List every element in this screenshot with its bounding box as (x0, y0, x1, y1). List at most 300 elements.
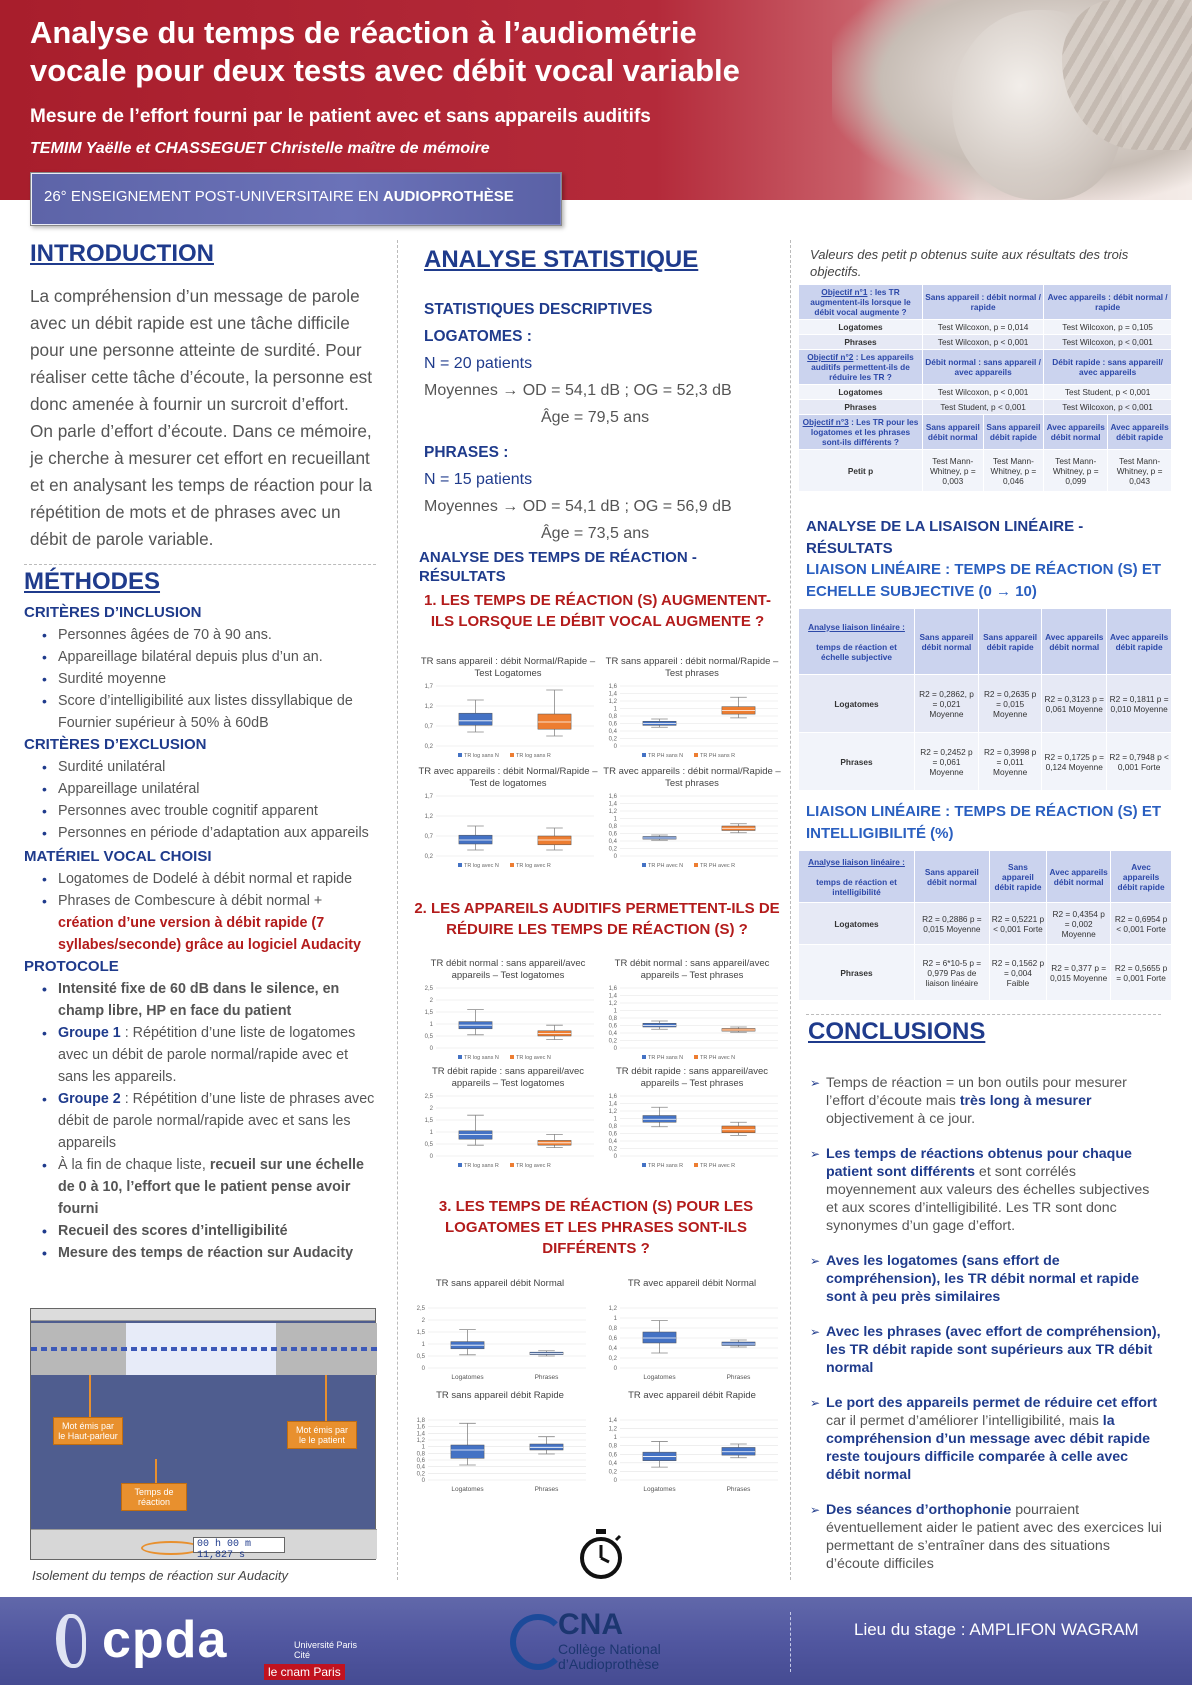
chart-title: TR avec appareil débit Rapide (628, 1390, 756, 1401)
table-cell: Sans appareil débit normal (923, 415, 984, 450)
conclusions-list (810, 1074, 1165, 1590)
x-tick-label: Logatomes (643, 1374, 676, 1381)
cna-logo (510, 1608, 690, 1678)
groupe1-text: : Répétition d’une liste de logatomes avec un débit de parole normal/rapide avec et sans les appareils. (58, 1025, 356, 1085)
ph-n: N = 15 patients (424, 471, 533, 488)
box (459, 1131, 492, 1139)
chart-plot (600, 1416, 784, 1496)
y-tick-label: 1,2 (608, 809, 617, 815)
list-item: • Personnes avec trouble cognitif apparent (24, 800, 379, 822)
table-row (799, 903, 1172, 945)
y-tick-label: 0,6 (416, 1458, 425, 1464)
y-tick-label: 0,5 (424, 1034, 433, 1040)
chart-title: TR sans appareil débit Normal (435, 1278, 565, 1289)
legend-swatch (694, 863, 698, 867)
p-values-caption: Valeurs des petit p obtenus suite aux résultats des trois objectifs. (810, 247, 1129, 279)
table-cell: Test Mann-Whitney, p = 0,046 (983, 450, 1044, 492)
table-cell: R2 = 0,2862, p = 0,021 Moyenne (915, 675, 979, 733)
list-item (810, 1252, 1165, 1306)
y-tick-label: 0,2 (608, 1146, 617, 1153)
y-tick-label: 1,2 (608, 1426, 617, 1433)
legend-label: TR log sans N (464, 753, 499, 759)
y-tick-label: 0,4 (608, 729, 617, 735)
y-tick-label: 1 (613, 1116, 617, 1123)
y-tick-label: 1,2 (608, 1306, 617, 1312)
chart-title: TR débit rapide : sans appareil/avec appareils – Test logatomes (431, 1066, 585, 1089)
table-cell: Débit normal : sans appareil / avec appareils (923, 350, 1044, 385)
box-chart (600, 1390, 784, 1496)
y-tick-label: 0,2 (608, 1356, 617, 1362)
table-cell: Logatomes (799, 903, 915, 945)
y-tick-label: 0,6 (608, 721, 617, 728)
methodes-content (24, 602, 379, 1264)
box-chart (600, 958, 784, 1064)
table-cell: Test Wilcoxon, p < 0,001 (1044, 335, 1172, 350)
legend-swatch (642, 863, 646, 867)
y-tick-label: 1,4 (608, 1101, 617, 1108)
y-tick-label: 0,4 (608, 1139, 617, 1145)
x-tick-label: Logatomes (451, 1486, 484, 1493)
ear-icon (56, 1614, 86, 1668)
ph-age: Âge = 73,5 ans (541, 525, 650, 542)
table-cell: Phrases (799, 945, 915, 1001)
x-tick-label: Phrases (726, 1374, 751, 1381)
banner-prefix: 26° ENSEIGNEMENT POST-UNIVERSITAIRE EN (44, 188, 383, 205)
table-row (799, 385, 1172, 400)
y-tick-label: 2,5 (424, 1094, 433, 1100)
table-cell: Avec appareils débit normal (1047, 851, 1111, 903)
divider-conclusions (806, 1014, 1161, 1015)
chart-title: TR sans appareil : débit normal/Rapide – Test phrases (605, 656, 779, 679)
list-item: • Surdité unilatéral (24, 756, 379, 778)
table-cell: Logatomes (799, 385, 923, 400)
t2-head-a: Analyse liaison linéaire : (808, 621, 905, 632)
y-tick-label: 0 (613, 1154, 617, 1160)
table-cell: Test Wilcoxon, p = 0,014 (923, 320, 1044, 335)
box-chart (600, 656, 784, 762)
y-tick-label: 0,8 (608, 714, 617, 720)
list-item: • Appareillage bilatéral depuis plus d’un an. (24, 646, 379, 668)
y-tick-label: 1,2 (416, 1438, 425, 1444)
arrow-patient (325, 1375, 327, 1421)
y-tick-label: 1 (613, 1008, 617, 1015)
y-tick-label: 0,4 (608, 839, 617, 845)
y-tick-label: 0,8 (608, 1326, 617, 1332)
chart-plot (416, 984, 600, 1064)
y-tick-label: 0,6 (608, 1023, 617, 1030)
box (538, 714, 571, 729)
box (643, 1332, 676, 1343)
statue-image (832, 0, 1192, 200)
table-cell: R2 = 0,5655 p = 0,001 Forte (1111, 945, 1172, 1001)
legend-label: TR log sans N (464, 1055, 499, 1061)
event-banner-inner (32, 174, 560, 224)
audacity-waveform (31, 1347, 377, 1351)
statistiques-descriptives (424, 296, 794, 547)
y-tick-label: 0 (613, 1478, 617, 1484)
liaison-heading: ANALYSE DE LA LISAISON LINÉAIRE - RÉSULTATS (806, 518, 1084, 557)
table-row (799, 945, 1172, 1001)
y-tick-label: 0 (613, 1366, 617, 1372)
table-cell: Sans appareil : débit normal / rapide (923, 285, 1044, 320)
y-tick-label: 1,7 (424, 684, 433, 690)
legend-swatch (458, 1163, 462, 1167)
y-tick-label: 0,8 (608, 1443, 617, 1450)
poster-title (30, 14, 830, 90)
box-chart (416, 958, 600, 1064)
y-tick-label: 0,6 (608, 1131, 617, 1138)
materiel-title: MATÉRIEL VOCAL CHOISI (24, 848, 212, 865)
legend-label: TR PH avec R (700, 1163, 736, 1169)
methodes-heading: MÉTHODES (24, 568, 161, 595)
table-cell: R2 = 0,2452 p = 0,061 Moyenne (915, 733, 979, 791)
label-hp: Mot émis par le Haut-parleur (53, 1417, 123, 1445)
table-cell: R2 = 6*10-5 p = 0,979 Pas de liaison linéaire (915, 945, 990, 1001)
audacity-time: 00 h 00 m 11,827 s (193, 1537, 285, 1553)
y-tick-label: 1,2 (424, 704, 433, 710)
box (538, 836, 571, 845)
list-item: • Mesure des temps de réaction sur Audacity (24, 1242, 379, 1264)
y-tick-label: 1,4 (608, 801, 617, 808)
table-cell: Test Mann-Whitney, p = 0,099 (1044, 450, 1108, 492)
poster-header (0, 0, 1192, 200)
conc-text: objectivement à ce jour. (826, 1111, 976, 1127)
y-tick-label: 1,2 (608, 1001, 617, 1007)
table-cell: Sans appareil débit rapide (978, 609, 1041, 675)
table-cell: Test Mann-Whitney, p = 0,003 (923, 450, 984, 492)
box-chart (600, 766, 784, 872)
y-tick-label: 1 (613, 816, 617, 823)
y-tick-label: 1 (613, 1435, 617, 1442)
table-cell: Débit rapide : sans appareil/ avec appareils (1044, 350, 1172, 385)
y-tick-label: 1,6 (608, 684, 617, 690)
table-cell: R2 = 0,1725 p = 0,124 Moyenne (1042, 733, 1107, 791)
box (722, 1447, 755, 1455)
conc-text: pourraient éventuellement aider le patient avec des exercices lui permettant de s’entraîner dans des situations d’écoute difficiles (826, 1502, 1162, 1572)
y-tick-label: 0,7 (424, 724, 433, 730)
y-tick-label: 1,5 (416, 1330, 425, 1336)
label-patient: Mot émis par le le patient (287, 1421, 357, 1449)
log-moyennes: Moyennes → OD = 54,1 dB ; OG = 52,3 dB (424, 382, 732, 399)
legend-swatch (642, 753, 646, 757)
legend-swatch (642, 1163, 646, 1167)
universite-logo (264, 1640, 374, 1680)
legend-swatch (510, 753, 514, 757)
lieu-stage: Lieu du stage : AMPLIFON WAGRAM (854, 1620, 1139, 1639)
conc-bold: Aves les logatomes (sans effort de compréhension), les TR débit normal et rapide sont à peu près similaires (826, 1253, 1139, 1305)
title-line-1: Analyse du temps de réaction à l’audiométrie (30, 15, 697, 50)
legend-swatch (510, 1055, 514, 1059)
y-tick-label: 1,4 (608, 993, 617, 1000)
y-tick-label: 0,2 (608, 846, 617, 853)
chart-plot (408, 1416, 592, 1496)
legend-label: TR PH avec N (700, 1055, 736, 1061)
question-2: 2. LES APPAREILS AUDITIFS PERMETTENT-ILS DE RÉDUIRE LES TEMPS DE RÉACTION (S) ? (414, 900, 780, 938)
list-item: • Recueil des scores d’intelligibilité (24, 1220, 379, 1242)
y-tick-label: 2 (421, 1318, 425, 1324)
y-tick-label: 1 (613, 1316, 617, 1322)
chart-plot (416, 792, 600, 872)
table-cell: Avec appareils débit rapide (1108, 415, 1172, 450)
selection-oval (141, 1541, 201, 1555)
chart-title: TR débit rapide : sans appareil/avec appareils – Test phrases (615, 1066, 769, 1089)
y-tick-label: 0,2 (608, 736, 617, 743)
box (459, 835, 492, 844)
legend-label: TR log sans R (516, 753, 551, 759)
materiel-list (24, 868, 379, 956)
y-tick-label: 0,5 (416, 1354, 425, 1360)
table-cell: Phrases (799, 733, 915, 791)
chart-plot (600, 1092, 784, 1172)
y-tick-label: 1,4 (608, 1418, 617, 1424)
cna-subtitle (558, 1642, 661, 1672)
y-tick-label: 0,4 (416, 1464, 425, 1471)
table-cell: R2 = 0,377 p = 0,015 Moyenne (1047, 945, 1111, 1001)
table-cell: Test Mann-Whitney, p = 0,043 (1108, 450, 1172, 492)
legend-label: TR log sans R (464, 1163, 499, 1169)
list-item (810, 1501, 1165, 1573)
event-banner (30, 172, 562, 226)
box-chart (416, 656, 600, 762)
list-item (810, 1323, 1165, 1377)
stopwatch-icon (578, 1528, 624, 1580)
audacity-caption: Isolement du temps de réaction sur Audacity (32, 1568, 289, 1583)
chart-title: TR avec appareil débit Normal (627, 1278, 757, 1289)
table-row (799, 450, 1172, 492)
y-tick-label: 0 (613, 1046, 617, 1052)
y-tick-label: 1 (613, 706, 617, 713)
table-cell: R2 = 0,1811 p = 0,010 Moyenne (1107, 675, 1172, 733)
ph-title: PHRASES : (424, 444, 509, 461)
box-chart (416, 1066, 600, 1172)
list-item (810, 1394, 1165, 1484)
chart-plot (416, 682, 600, 762)
y-tick-label: 0 (613, 854, 617, 860)
table-cell: Sans appareil débit rapide (983, 415, 1044, 450)
legend-label: TR PH sans N (648, 753, 684, 759)
legend-swatch (510, 1163, 514, 1167)
y-tick-label: 0,4 (608, 1031, 617, 1037)
legend-label: TR log avec N (464, 863, 499, 869)
table-cell: R2 = 0,5221 p < 0,001 Forte (989, 903, 1046, 945)
objective-1-label: Objectif n°1 (821, 287, 868, 297)
table-row (799, 400, 1172, 415)
y-tick-label: 2 (429, 1106, 433, 1112)
table-cell: Petit p (799, 450, 923, 492)
table-cell: R2 = 0,4354 p = 0,002 Moyenne (1047, 903, 1111, 945)
table-cell: R2 = 0,7948 p < 0,001 Forte (1107, 733, 1172, 791)
x-tick-label: Logatomes (451, 1374, 484, 1381)
universite-label: Université Paris Cité (294, 1640, 358, 1660)
legend-swatch (458, 863, 462, 867)
t3-head-b: temps de réaction et intelligibilité (816, 876, 897, 897)
chart-plot (408, 1304, 592, 1384)
liaison-subjective-table (798, 608, 1172, 791)
objective-3-text: : Les TR pour les logatomes et les phrases sont-ils différents ? (810, 417, 919, 447)
y-tick-label: 0,2 (608, 1469, 617, 1476)
list-item (810, 1145, 1165, 1235)
inclusion-list (24, 624, 379, 734)
t2-head-b: temps de réaction et échelle subjective (816, 641, 897, 662)
groupe2-text: : Répétition d’une liste de phrases avec débit de parole normal/rapide avec et sans les appareils (58, 1091, 375, 1151)
objective-2-text: : Les appareils auditifs permettent-ils de réduire les TR ? (811, 352, 914, 382)
table-cell: Phrases (799, 400, 923, 415)
lecnam-label: le cnam Paris (264, 1664, 345, 1680)
table-cell: Test Student, p < 0,001 (1044, 385, 1172, 400)
y-tick-label: 1 (429, 1022, 433, 1028)
exclusion-list (24, 756, 379, 844)
table-cell: R2 = 0,1562 p = 0,004 Faible (989, 945, 1046, 1001)
table-cell (799, 285, 923, 320)
legend-label: TR PH sans R (648, 1163, 684, 1169)
objective-3-label: Objectif n°3 (802, 417, 849, 427)
list-item: • Intensité fixe de 60 dB dans le silence, en champ libre, HP en face du patient (24, 978, 379, 1022)
table-cell: Phrases (799, 335, 923, 350)
y-tick-label: 0,5 (424, 1142, 433, 1148)
question-1: 1. LES TEMPS DE RÉACTION (S) AUGMENTENT-ILS LORSQUE LE DÉBIT VOCAL AUGMENTE ? (424, 592, 771, 630)
y-tick-label: 1 (421, 1342, 425, 1348)
chart-title: TR avec appareils : débit normal/Rapide – Test phrases (603, 766, 781, 789)
legend-swatch (642, 1055, 646, 1059)
chart-plot (600, 1304, 784, 1384)
conc-bold: Les temps de réactions obtenus pour chaque patient sont différents (826, 1146, 1132, 1180)
y-tick-label: 0,2 (424, 744, 433, 750)
protocole-4-text: À la fin de chaque liste, (58, 1157, 210, 1173)
table-cell: Test Wilcoxon, p = 0,105 (1044, 320, 1172, 335)
table-row (799, 320, 1172, 335)
legend-swatch (510, 863, 514, 867)
table-cell: Avec appareils débit rapide (1111, 851, 1172, 903)
x-tick-label: Phrases (726, 1486, 751, 1493)
box-chart (600, 1278, 784, 1384)
desc-title: STATISTIQUES DESCRIPTIVES (424, 301, 653, 318)
x-tick-label: Phrases (534, 1486, 559, 1493)
list-item: • Score d’intelligibilité aux listes dissyllabique de Fournier supérieur à 50% à 60dB (24, 690, 379, 734)
conc-text: Temps de réaction = un bon outils pour mesurer l’effort d’écoute mais (826, 1075, 1127, 1109)
legend-label: TR log avec R (516, 1163, 551, 1169)
table-cell (799, 350, 923, 385)
chart-title: TR débit normal : sans appareil/avec appareils – Test logatomes (430, 958, 586, 981)
conc-bold: Avec les phrases (avec effort de compréhension), les TR débit rapide sont supérieurs aux TR débit normal (826, 1324, 1161, 1376)
chart-title: TR avec appareils : débit Normal/Rapide – Test de logatomes (418, 766, 598, 789)
table-cell: Avec appareils débit normal (1042, 609, 1107, 675)
box-chart (416, 766, 600, 872)
box (459, 713, 492, 725)
list-item: • Personnes en période d’adaptation aux appareils (24, 822, 379, 844)
ph-moyennes: Moyennes → OD = 54,1 dB ; OG = 56,9 dB (424, 498, 732, 515)
legend-label: TR PH avec N (648, 863, 684, 869)
y-tick-label: 1,6 (608, 794, 617, 800)
legend-label: TR PH sans R (700, 753, 736, 759)
y-tick-label: 0,2 (608, 1038, 617, 1045)
list-item (24, 1022, 379, 1088)
table-row (799, 675, 1172, 733)
y-tick-label: 1,6 (608, 986, 617, 992)
y-tick-label: 1,2 (608, 1109, 617, 1115)
table-row (799, 733, 1172, 791)
y-tick-label: 0,8 (416, 1451, 425, 1458)
list-item: • Logatomes de Dodelé à débit normal et rapide (24, 868, 379, 890)
conc-bold: très long à mesurer (959, 1093, 1092, 1109)
conc-bold: la compréhension d’un message avec débit rapide reste toujours difficile comparée à celle avec débit normal (826, 1413, 1151, 1483)
box-chart (408, 1390, 592, 1496)
box (451, 1445, 484, 1458)
conclusions-heading: CONCLUSIONS (808, 1018, 986, 1045)
y-tick-label: 1,8 (416, 1418, 425, 1424)
y-tick-label: 0,4 (608, 1346, 617, 1352)
question-3: 3. LES TEMPS DE RÉACTION (S) POUR LES LOGATOMES ET LES PHRASES SONT-ILS DIFFÉRENTS ? (438, 1198, 754, 1257)
table-cell: R2 = 0,2635 p = 0,015 Moyenne (978, 675, 1041, 733)
y-tick-label: 0,8 (608, 824, 617, 830)
table-cell: Test Wilcoxon, p < 0,001 (923, 385, 1044, 400)
table-cell: Sans appareil débit normal (915, 851, 990, 903)
y-tick-label: 0,2 (416, 1471, 425, 1478)
list-item (24, 1088, 379, 1154)
table-cell: Avec appareils débit normal (1044, 415, 1108, 450)
table-cell (799, 609, 915, 675)
poster-authors: TEMIM Yaëlle et CHASSEGUET Christelle maître de mémoire (30, 140, 490, 157)
conc-text: car il permet d’améliorer l’intelligibilité, mais (826, 1413, 1103, 1429)
cpda-logo: cpda (102, 1611, 228, 1669)
arrow-hp (89, 1375, 91, 1417)
chart-plot (600, 984, 784, 1064)
chart-title: TR débit normal : sans appareil/avec appareils – Test phrases (614, 958, 770, 981)
legend-swatch (694, 753, 698, 757)
table-cell: Test Wilcoxon, p < 0,001 (923, 335, 1044, 350)
conc-bold: Des séances d’orthophonie (826, 1502, 1012, 1518)
protocole-list (24, 978, 379, 1264)
t3-head-a: Analyse liaison linéaire : (808, 856, 905, 867)
table-cell: Test Student, p < 0,001 (923, 400, 1044, 415)
cna-title: CNA (558, 1608, 623, 1641)
audacity-ruler (31, 1309, 375, 1321)
exclusion-title: CRITÈRES D’EXCLUSION (24, 736, 207, 753)
list-item (24, 890, 379, 956)
tr-results-heading: ANALYSE DES TEMPS DE RÉACTION - RÉSULTATS (419, 549, 697, 585)
y-tick-label: 1,5 (424, 1118, 433, 1124)
table-cell (799, 415, 923, 450)
y-tick-label: 0 (421, 1478, 425, 1484)
legend-label: TR PH sans N (648, 1055, 684, 1061)
table-cell: R2 = 0,3998 p = 0,011 Moyenne (978, 733, 1041, 791)
table-cell: Logatomes (799, 675, 915, 733)
objective-1-text: : les TR augmentent-ils lorsque le débit vocal augmente ? (810, 287, 911, 317)
chart-plot (600, 792, 784, 872)
poster-subtitle: Mesure de l’effort fourni par le patient avec et sans appareils auditifs (30, 106, 651, 127)
introduction-text: La compréhension d’un message de parole avec un débit rapide est une tâche difficile pour une personne atteinte de surdité. Pour réaliser cette tâche d’écoute, la personne est donc amenée à fournir un surcroit d’effort. On parle d’effort d’écoute. Dans ce mémoire, je cherche à mesurer cet effort en recueillant et en analysant les temps de réaction pour la répétition de mots et de phrases avec un débit de parole variable. (30, 286, 373, 549)
table-cell: Sans appareil débit normal (915, 609, 979, 675)
cna-sub-1: Collège National (558, 1641, 661, 1657)
list-item: • Appareillage unilatéral (24, 778, 379, 800)
y-tick-label: 0 (421, 1366, 425, 1372)
chart-plot (416, 1092, 600, 1172)
legend-swatch (694, 1163, 698, 1167)
chart-title: TR sans appareil : débit Normal/Rapide – Test Logatomes (420, 656, 596, 679)
legend-swatch (458, 753, 462, 757)
protocole-4-bold: recueil sur une échelle de 0 à 10, l’effort que le patient pense avoir fourni (58, 1157, 364, 1217)
liaison-2-title: LIAISON LINÉAIRE : TEMPS DE RÉACTION (S) ET INTELLIGIBILITÉ (%) (806, 803, 1162, 842)
list-item: • Surdité moyenne (24, 668, 379, 690)
audacity-screenshot (30, 1308, 376, 1560)
y-tick-label: 0 (613, 744, 617, 750)
footer-divider (790, 1612, 791, 1672)
y-tick-label: 1,4 (608, 691, 617, 698)
y-tick-label: 0,6 (608, 831, 617, 838)
y-tick-label: 1,6 (608, 1094, 617, 1100)
y-tick-label: 0 (429, 1154, 433, 1160)
y-tick-label: 1,5 (424, 1010, 433, 1016)
analyse-statistique-heading: ANALYSE STATISTIQUE (424, 246, 699, 273)
